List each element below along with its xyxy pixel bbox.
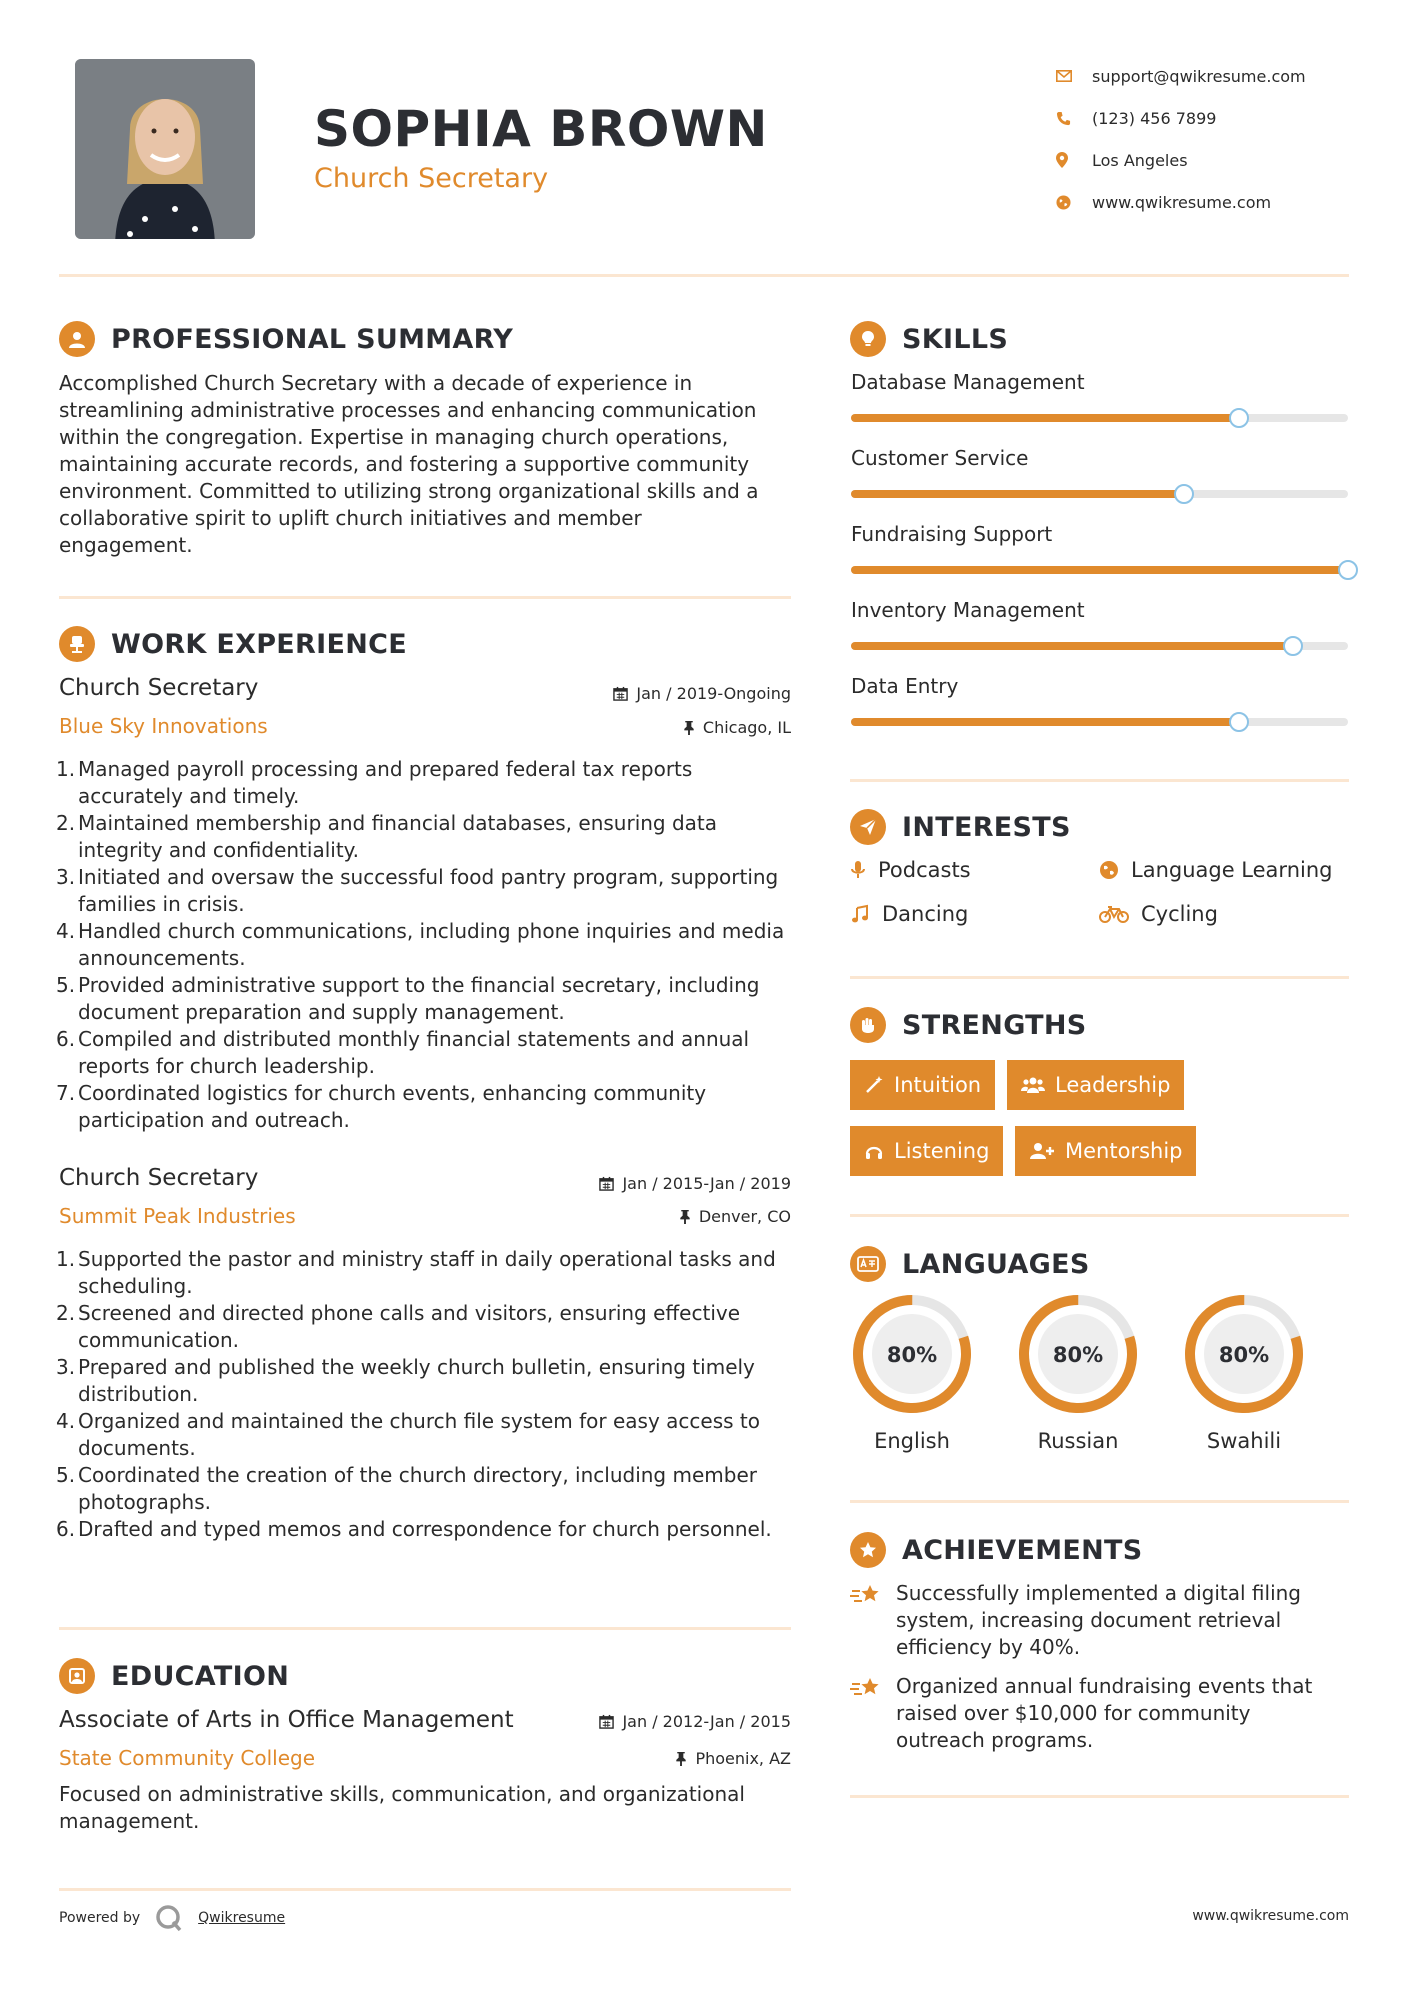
pushpin-icon <box>675 1751 687 1766</box>
paper-plane-icon <box>850 809 886 845</box>
pushpin-icon <box>683 720 695 735</box>
achievements-title: ACHIEVEMENTS <box>902 1534 1143 1566</box>
education-dates-text: Jan / 2012-Jan / 2015 <box>622 1712 791 1731</box>
languages-divider <box>850 1500 1349 1503</box>
duty-item: Managed payroll processing and prepared federal tax reports accurately and timely. <box>78 757 693 808</box>
email-text: support@qwikresume.com <box>1092 66 1306 86</box>
skill-name: Data Entry <box>851 674 959 698</box>
language-percent: 80% <box>1218 1343 1270 1367</box>
strengths-heading <box>850 1007 1087 1043</box>
powered-by-text: Powered by <box>59 1910 141 1926</box>
duty-item: Supported the pastor and ministry staff in daily operational tasks and scheduling. <box>78 1247 776 1298</box>
languages-title: LANGUAGES <box>902 1248 1090 1280</box>
bicycle-icon <box>1099 904 1129 924</box>
user-plus-icon <box>1029 1141 1055 1161</box>
duty-item: Organized and maintained the church file system for easy access to documents. <box>78 1409 760 1460</box>
music-note-icon <box>850 904 870 924</box>
shooting-star-icon <box>850 1582 884 1608</box>
interest-dancing <box>850 902 968 926</box>
headphones-icon <box>864 1141 884 1161</box>
skill-bar-track <box>851 414 1348 422</box>
education-location-text: Phoenix, AZ <box>695 1749 791 1768</box>
skills-divider <box>850 779 1349 782</box>
skill-bar-track <box>851 718 1348 726</box>
duty-item: Coordinated logistics for church events, enhancing community participation and outreach. <box>78 1081 707 1132</box>
footer-powered-by <box>59 1903 285 1933</box>
skill-bar-knob <box>1283 636 1303 656</box>
strength-label: Intuition <box>894 1073 982 1097</box>
languages-heading <box>850 1246 1090 1282</box>
interest-podcasts <box>850 858 971 882</box>
job-2-duties <box>58 1246 798 1543</box>
skill-bar-knob <box>1174 484 1194 504</box>
chair-icon <box>59 626 95 662</box>
strength-label: Mentorship <box>1065 1139 1183 1163</box>
skill-bar-fill <box>851 414 1239 422</box>
contact-location <box>1054 139 1354 181</box>
profile-photo <box>75 59 255 239</box>
envelope-icon <box>1054 70 1092 82</box>
strengths-title: STRENGTHS <box>902 1009 1087 1041</box>
qwikresume-link[interactable]: Qwikresume <box>198 1910 286 1926</box>
interest-label: Podcasts <box>878 858 971 882</box>
skill-bar-fill <box>851 490 1184 498</box>
contact-website[interactable] <box>1054 181 1354 223</box>
summary-heading <box>59 321 513 357</box>
duty-item: Drafted and typed memos and correspondence for church personnel. <box>78 1517 772 1541</box>
qwikresume-logo-icon <box>154 1903 184 1933</box>
duty-item: Initiated and oversaw the successful food pantry program, supporting families in crisis. <box>78 865 779 916</box>
duty-item: Screened and directed phone calls and visitors, ensuring effective communication. <box>78 1301 741 1352</box>
education-title: EDUCATION <box>111 1660 290 1692</box>
interest-label: Cycling <box>1141 902 1218 926</box>
language-card-icon <box>850 1246 886 1282</box>
summary-text: Accomplished Church Secretary with a decade of experience in streamlining administrative processes and enhancing communication within the congregation. Expertise in managing church operations, maintaining accurate records, and fostering a supportive community environment. Committed to utilizing strong organizational skills and a collaborative spirit to uplift church initiatives and member engagement. <box>59 371 759 557</box>
summary-title: PROFESSIONAL SUMMARY <box>111 323 514 355</box>
job-1-duties <box>58 756 798 1134</box>
map-pin-icon <box>1054 152 1092 168</box>
summary-divider <box>59 596 791 599</box>
education-degree: Associate of Arts in Office Management <box>59 1707 514 1733</box>
website-text: www.qwikresume.com <box>1092 192 1272 212</box>
phone-text: (123) 456 7899 <box>1092 108 1217 128</box>
duty-item: Compiled and distributed monthly financial statements and annual reports for church leadership. <box>78 1027 750 1078</box>
globe-icon <box>1099 860 1119 880</box>
job-1-location <box>480 718 791 737</box>
interest-cycling <box>1099 902 1218 926</box>
contact-phone[interactable] <box>1054 97 1354 139</box>
header-divider <box>59 274 1349 277</box>
language-ring <box>1182 1292 1306 1416</box>
skill-bar-fill <box>851 718 1239 726</box>
education-heading <box>59 1658 289 1694</box>
candidate-name: SOPHIA BROWN <box>314 100 768 158</box>
skill-name: Customer Service <box>851 446 1029 470</box>
microphone-icon <box>850 860 866 880</box>
shooting-star-icon <box>850 1675 884 1701</box>
language-name: Swahili <box>1206 1429 1282 1453</box>
experience-heading <box>59 626 407 662</box>
calendar-icon <box>599 1176 614 1191</box>
users-icon <box>1021 1075 1045 1095</box>
phone-icon <box>1054 111 1092 126</box>
job-1-location-text: Chicago, IL <box>702 718 791 737</box>
strength-mentorship <box>1015 1126 1196 1176</box>
strength-intuition <box>850 1060 995 1110</box>
education-description: Focused on administrative skills, communication, and organizational management. <box>59 1782 745 1833</box>
language-ring <box>1016 1292 1140 1416</box>
strength-label: Listening <box>894 1139 990 1163</box>
job-1-dates-text: Jan / 2019-Ongoing <box>636 684 791 703</box>
globe-icon <box>1054 195 1092 210</box>
duty-item: Prepared and published the weekly church bulletin, ensuring timely distribution. <box>78 1355 755 1406</box>
job-2-dates-text: Jan / 2015-Jan / 2019 <box>622 1174 791 1193</box>
interest-label: Language Learning <box>1131 858 1333 882</box>
achievements-heading <box>850 1532 1143 1568</box>
skill-name: Fundraising Support <box>851 522 1053 546</box>
duty-item: Coordinated the creation of the church directory, including member photographs. <box>78 1463 757 1514</box>
lightbulb-icon <box>850 321 886 357</box>
achievements-divider <box>850 1795 1349 1798</box>
interest-language-learning <box>1099 858 1332 882</box>
magic-wand-icon <box>864 1075 884 1095</box>
interests-title: INTERESTS <box>902 811 1071 843</box>
skill-bar-fill <box>851 642 1293 650</box>
candidate-role: Church Secretary <box>314 163 549 194</box>
language-percent: 80% <box>1052 1343 1104 1367</box>
skill-name: Database Management <box>851 370 1085 394</box>
skill-bar-knob <box>1338 560 1358 580</box>
skill-bar-fill <box>851 566 1348 574</box>
contact-email[interactable] <box>1054 55 1354 97</box>
language-name: Russian <box>1037 1429 1119 1453</box>
language-percent: 80% <box>886 1343 938 1367</box>
interest-label: Dancing <box>882 902 969 926</box>
job-2-location-text: Denver, CO <box>698 1207 791 1226</box>
skill-bar-knob <box>1229 408 1249 428</box>
skill-name: Inventory Management <box>851 598 1085 622</box>
job-2-location <box>480 1207 791 1226</box>
job-1-title: Church Secretary <box>59 675 259 701</box>
experience-title: WORK EXPERIENCE <box>111 628 407 660</box>
pushpin-icon <box>679 1209 691 1224</box>
fist-icon <box>850 1007 886 1043</box>
education-dates <box>480 1712 791 1731</box>
user-icon <box>59 321 95 357</box>
duty-item: Provided administrative support to the financial secretary, including document preparation and supply management. <box>78 973 760 1024</box>
job-2-title: Church Secretary <box>59 1165 259 1191</box>
achievement-text: Successfully implemented a digital filing system, increasing document retrieval efficiency by 40%. <box>896 1581 1301 1659</box>
achievement-text: Organized annual fundraising events that raised over $10,000 for community outreach programs. <box>896 1674 1313 1752</box>
calendar-icon <box>613 686 628 701</box>
education-divider <box>59 1888 791 1891</box>
location-text: Los Angeles <box>1092 150 1188 170</box>
duty-item: Maintained membership and financial databases, ensuring data integrity and confidentiality. <box>78 811 718 862</box>
strengths-divider <box>850 1214 1349 1217</box>
contact-info <box>1054 55 1354 223</box>
education-school: State Community College <box>59 1746 316 1770</box>
skill-bar-track <box>851 490 1348 498</box>
strength-listening <box>850 1126 1003 1176</box>
skill-bar-track <box>851 566 1348 574</box>
job-2-dates <box>480 1174 791 1193</box>
job-2-company: Summit Peak Industries <box>59 1204 296 1228</box>
experience-divider <box>59 1627 791 1630</box>
language-ring <box>850 1292 974 1416</box>
graduation-icon <box>59 1658 95 1694</box>
star-badge-icon <box>850 1532 886 1568</box>
skills-heading <box>850 321 1008 357</box>
calendar-icon <box>599 1714 614 1729</box>
achievement-item-1 <box>850 1580 1340 1661</box>
interests-heading <box>850 809 1071 845</box>
strength-label: Leadership <box>1055 1073 1171 1097</box>
skill-bar-knob <box>1229 712 1249 732</box>
footer-website[interactable]: www.qwikresume.com <box>1192 1908 1349 1924</box>
interests-divider <box>850 976 1349 979</box>
skill-bar-track <box>851 642 1348 650</box>
achievement-item-2 <box>850 1673 1340 1754</box>
job-1-dates <box>480 684 791 703</box>
education-location <box>480 1749 791 1768</box>
strength-leadership <box>1007 1060 1184 1110</box>
language-name: English <box>874 1429 950 1453</box>
job-1-company: Blue Sky Innovations <box>59 714 268 738</box>
duty-item: Handled church communications, including phone inquiries and media announcements. <box>78 919 785 970</box>
skills-title: SKILLS <box>902 323 1009 355</box>
